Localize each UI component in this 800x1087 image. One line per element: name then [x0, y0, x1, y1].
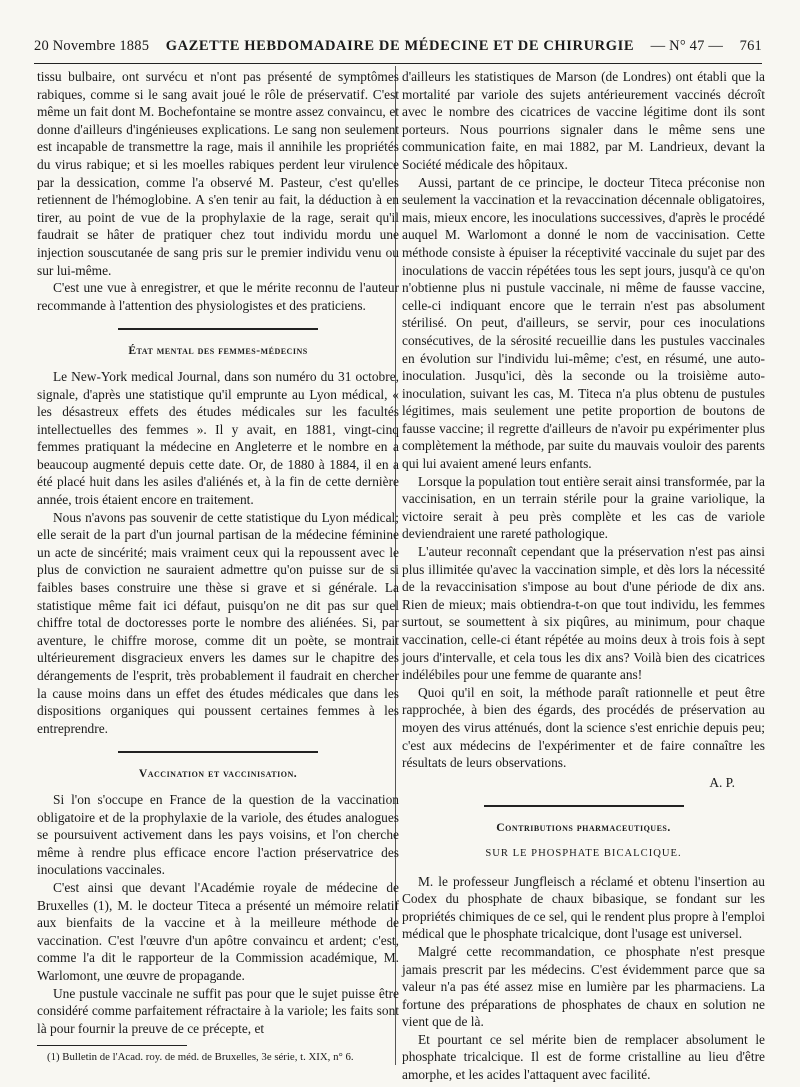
paragraph: Lorsque la population tout entière serait ainsi transformée, par la vaccinisation, en un terrain stérile pour la graine variolique, la victoire serait à peu près complète et les cas de variole deviendraient une rareté pathologique. — [402, 473, 765, 542]
journal-title: GAZETTE HEBDOMADAIRE DE MÉDECINE ET DE CHIRURGIE — [165, 38, 635, 54]
paragraph: Nous n'avons pas souvenir de cette statistique du Lyon médical; elle serait de la part d'un journal partisan de la médecine féminine un acte de sincérité; mais vraiment ceux qui la repoussent avec le plus de conviction ne sauraient admettre qu'on puisse sur de si faibles bases construire une thèse si grave et si générale. La statistique même fait ici défaut, puisqu'on ne dit pas sur quel chiffre total de doctoresses porte le nombre des aliénées. Si, par aventure, le chiffre morose, comme dit un poète, se montrait ultérieurement disgracieux envers les dames sur le chapitre des dérangements de l'esprit, très probablement il faudrait en chercher la cause moins dans un effet des études médicales que dans les dispositions organiques qui poussent certaines femmes à les entreprendre. — [37, 509, 399, 736]
section-rule — [118, 328, 318, 330]
section-title-pharmaceutiques: Contributions pharmaceutiques. — [496, 821, 671, 835]
section-title-vaccination: Vaccination et vaccinisation. — [138, 767, 298, 781]
paragraph: Quoi qu'il en soit, la méthode paraît rationnelle et peut être rapprochée, à bien des égards, des procédés de préservation au moyen des virus atténués, dont la science s'est enrichie depuis peu; c'est aux médecins de l'expérimenter et de faire connaître les résultats de leurs observations. — [402, 684, 765, 771]
footnote: (1) Bulletin de l'Acad. roy. de méd. de Bruxelles, 3e série, t. XIX, n° 6. — [47, 1051, 354, 1064]
section-rule — [484, 805, 684, 807]
left-column — [37, 68, 399, 1064]
paragraph: Le New-York medical Journal, dans son numéro du 31 octobre, signale, d'après une statistique qu'il emprunte au Lyon médical, « les désastreux effets des études médicales sur les facultés intellectuelles des femmes ». Il y avait, en 1881, vingt-cinq femmes pratiquant la médecine en Angleterre et le nombre en a beaucoup augmenté depuis cette date. Or, de 1880 à 1884, il en a été placé huit dans les asiles d'aliénés et, à la fin de cette dernière année, trois étaient encore en traitement. — [37, 368, 399, 508]
page-number: 761 — [739, 38, 762, 54]
paragraph: C'est ainsi que devant l'Académie royale de médecine de Bruxelles (1), M. le docteur Titeca a présenté un mémoire relatif aux bienfaits de la vaccine et à la meilleure méthode de vaccination. C'est l'œuvre d'un apôtre convaincu et ardent; c'est, comme l'a dit le rapporteur de la Commission académique, M. Warlomont, une œuvre de propagande. — [37, 879, 399, 983]
issue-date: 20 Novembre 1885 — [34, 38, 150, 54]
author-signature: A. P. — [709, 774, 735, 790]
paragraph: Aussi, partant de ce principe, le docteur Titeca préconise non seulement la vaccination et la revaccination décennale obligatoires, mais, mieux encore, les inoculations successives, d'après le procédé auquel M. Warlomont a donné le nom de vaccinisation. Cette méthode consiste à épuiser la réceptivité vaccinale du sujet par des inoculations de vaccin répétées tous les sept jours, jusqu'à ce qu'on n'obtienne plus ni pustule vaccinale, ni même de fausse vaccine, celle-ci indiquant encore que le terrain n'est pas absolument stérilisé. On peut, d'ailleurs, se servir, pour ces inoculations consécutives, de la sérosité recueillie dans les pustules vaccinales en évolution sur l'individu lui-même; c'est, en résumé, une auto-inoculation. Jusqu'ici, dès la seconde ou la troisième auto-inoculation, suivant les cas, M. Titeca n'a plus obtenu de pustules légitimes, mais seulement une petite proportion de boutons de fausse vaccine; il regrette d'ailleurs de n'avoir pu expérimenter plus complètement la méthode, par suite du mauvais vouloir des parents qui lui avaient amené leurs enfants. — [402, 174, 765, 472]
right-column — [402, 68, 765, 1084]
paragraph: C'est une vue à enregistrer, et que le mérite reconnu de l'auteur recommande à l'attention des physiologistes et des praticiens. — [37, 280, 399, 313]
paragraph: Malgré cette recommandation, ce phosphate n'est presque jamais prescrit par les médecins. C'est évidemment parce que sa valeur n'a pas été assez mise en lumière par les pharmaciens. La fortune des préparations de phosphates de chaux en solution ne vient que de là. — [402, 943, 765, 1030]
section-subtitle: SUR LE PHOSPHATE BICALCIQUE. — [485, 847, 682, 859]
paragraph: Si l'on s'occupe en France de la question de la vaccination obligatoire et de la prophylaxie de la variole, des études analogues se poursuivent activement dans les pays voisins, et l'on cherche même à rendre plus efficace encore l'action préservatrice des inoculations vaccinales. — [37, 791, 399, 878]
section-title-femmes-medecins: État mental des femmes-médecins — [128, 344, 308, 358]
page-header — [34, 38, 762, 60]
paragraph: tissu bulbaire, ont survécu et n'ont pas présenté de symptômes rabiques, comme si le sang avait joué le rôle de préservatif. C'est même un fait dont M. Bochefontaine se montre assez convaincu, et donne d'ailleurs d'ingénieuses explications. Le sang non seulement est incapable de transmettre la rage, mais il annihile les propriétés du virus rabique; et si les moelles rabiques perdent leur virulence par la dessication, comme l'a observé M. Pasteur, c'est qu'elles retiennent de l'hémoglobine. A s'en tenir au fait, la déduction à en tirer, au point de vue de la prophylaxie de la rage, serait qu'il faudrait se hâter de pratiquer chez tout individu mordu une injection souscutanée de sang pris sur le premier individu venu ou sur lui-même. — [37, 69, 399, 278]
footnote-rule — [37, 1045, 187, 1046]
paragraph: Une pustule vaccinale ne suffit pas pour que le sujet puisse être considéré comme parfaitement réfractaire à la variole; les faits sont là pour fournir la preuve de ce précepte, et — [37, 985, 399, 1036]
paragraph: Et pourtant ce sel mérite bien de remplacer absolument le phosphate tricalcique. Il est de forme cristalline au lieu d'être amorphe, et les acides l'attaquent avec facilité. — [402, 1031, 765, 1083]
issue-number: — N° 47 — — [650, 38, 724, 54]
paragraph: M. le professeur Jungfleisch a réclamé et obtenu l'insertion au Codex du phosphate de chaux bibasique, se fondant sur les propriétés chimiques de ce sel, qui le rendent plus propre à l'emploi médical que le phosphate tricalcique, dont l'usage est universel. — [402, 873, 765, 942]
paragraph: d'ailleurs les statistiques de Marson (de Londres) ont établi que la mortalité par variole des sujets antérieurement vaccinés décroît avec le nombre des cicatrices de vaccine légitime dont ils sont porteurs. Nous pourrions signaler dans le même sens une communication faite, en mai 1882, par M. Landrieux, devant la Société médicale des hôpitaux. — [402, 69, 765, 172]
section-rule — [118, 751, 318, 753]
header-rule — [34, 63, 762, 64]
paragraph: L'auteur reconnaît cependant que la préservation n'est pas ainsi plus illimitée qu'avec la vaccination simple, et dès lors la nécessité de la revaccinisation s'impose au bout d'une période de dix ans. Rien de mieux; mais obtiendra-t-on que tout individu, les femmes surtout, se soumettent à six piqûres, au minimum, pour chaque vaccination, celle-ci étant répétée au moins deux à trois fois à sept jours d'intervalle, et cela tous les dix ans? Voilà bien des cicatrices indélébiles pour une femme de quarante ans! — [402, 544, 765, 683]
